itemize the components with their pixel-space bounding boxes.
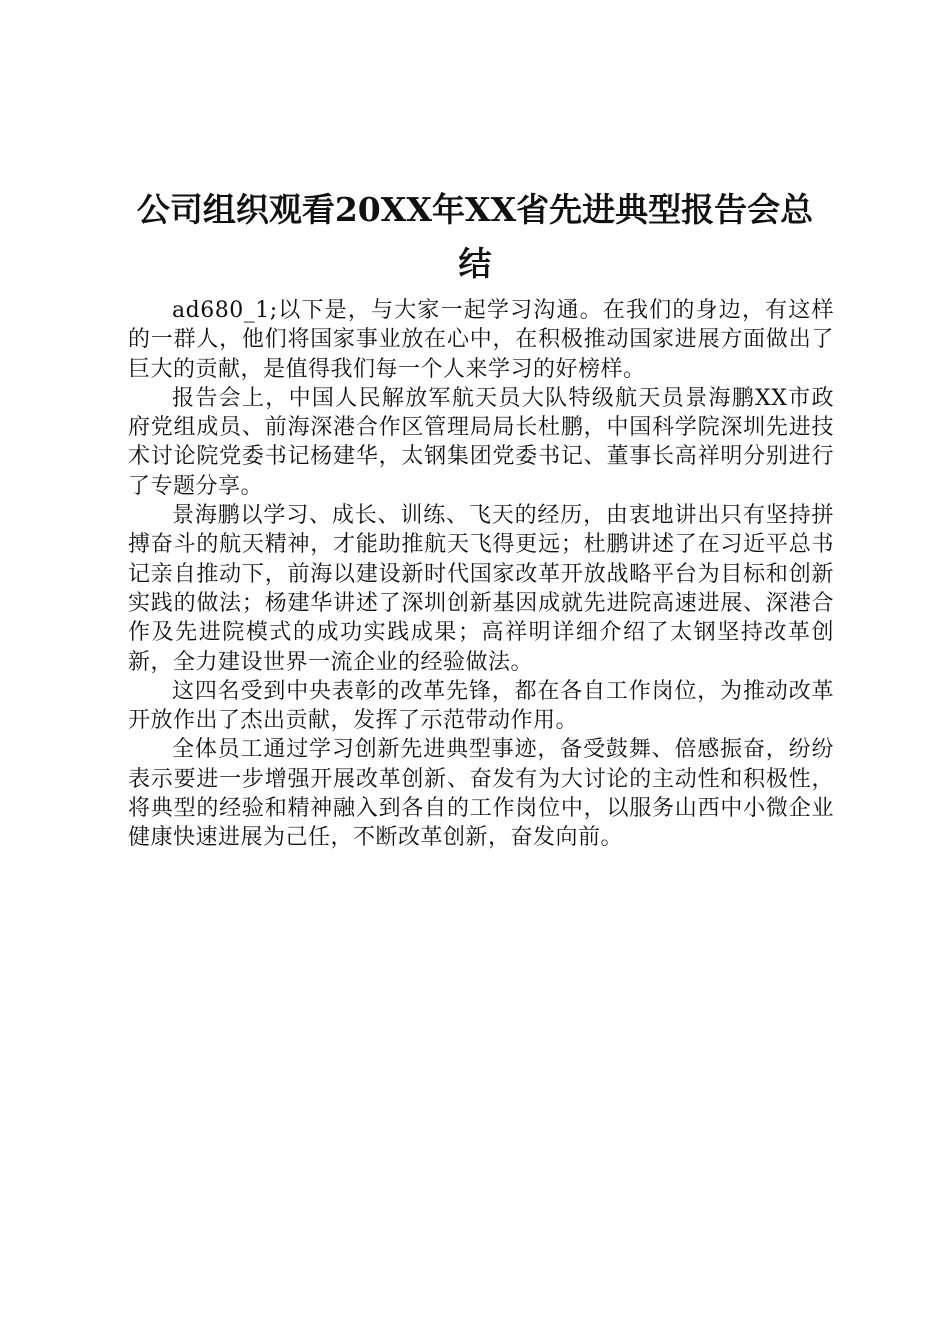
document-title: 公司组织观看20XX年XX省先进典型报告会总结 [136,190,814,283]
paragraph-speeches: 景海鹏以学习、成长、训练、飞天的经历，由衷地讲出只有坚持拼搏奋斗的航天精神，才能助推航天飞得更远；杜鹏讲述了在习近平总书记亲自推动下，前海以建设新时代国家改革开放战略平台为目标和创新实践的做法；杨建华讲述了深圳创新基因成就先进院高速进展、深港合作及先进院模式的成功实践成果；高祥明详细介绍了太钢坚持改革创新，全力建设世界一流企业的经验做法。 [128,503,834,675]
paragraph-pioneers: 这四名受到中央表彰的改革先锋，都在各自工作岗位，为推动改革开放作出了杰出贡献，发挥了示范带动作用。 [128,678,834,734]
document-body [128,296,834,853]
paragraph-conclusion: 全体员工通过学习创新先进典型事迹，备受鼓舞、倍感振奋，纷纷表示要进一步增强开展改革创新、奋发有为大讨论的主动性和积极性，将典型的经验和精神融入到各自的工作岗位中，以服务山西中小微企业健康快速进展为己任，不断改革创新，奋发向前。 [128,737,834,851]
paragraph-report-meeting: 报告会上，中国人民解放军航天员大队特级航天员景海鹏XX市政府党组成员、前海深港合作区管理局局长杜鹏，中国科学院深圳先进技术讨论院党委书记杨建华，太钢集团党委书记、董事长高祥明分别进行了专题分享。 [128,385,834,499]
paragraph-intro: ad680_1;以下是，与大家一起学习沟通。在我们的身边，有这样的一群人，他们将国家事业放在心中，在积极推动国家进展方面做出了巨大的贡献，是值得我们每一个人来学习的好榜样。 [128,298,834,382]
